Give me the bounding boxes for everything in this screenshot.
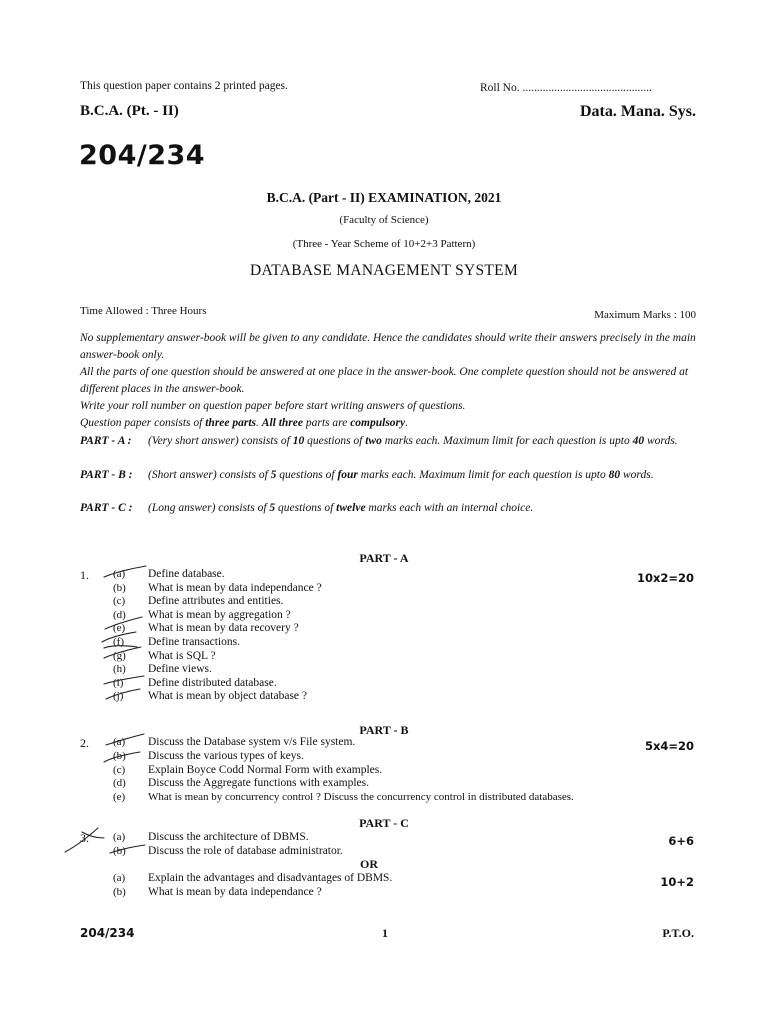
scheme: (Three - Year Scheme of 10+2+3 Pattern) [292, 238, 476, 250]
item-letter: (f) [113, 636, 124, 648]
item-letter: (d) [113, 777, 126, 789]
question-number-3: 3. [80, 831, 89, 845]
subject-title: DATABASE MANAGEMENT SYSTEM [249, 262, 519, 279]
subject-short: Data. Mana. Sys. [579, 103, 696, 120]
part-c-heading: PART - C [359, 816, 409, 830]
question-item: What is mean by data recovery ? [148, 622, 299, 634]
instruction-one-place: All the parts of one question should be answered at one place in the answer-book. One complete question should not be answered at different places in the answer-book. [80, 366, 689, 395]
item-letter: (h) [113, 663, 126, 675]
exam-title: B.C.A. (Part - II) EXAMINATION, 2021 [266, 190, 502, 205]
part-c-marks-1: 6+6 [668, 834, 694, 848]
item-letter: (a) [113, 736, 126, 748]
or-separator: OR [360, 857, 378, 871]
paper-code: 204/234 [79, 140, 206, 171]
maximum-marks: Maximum Marks : 100 [594, 309, 696, 321]
question-item: What is mean by concurrency control ? Discuss the concurrency control in distributed databases. [148, 791, 574, 803]
question-item: Define views. [148, 663, 212, 675]
item-letter: (c) [113, 595, 126, 607]
question-item: What is mean by data independance ? [148, 582, 322, 594]
question-item: What is mean by aggregation ? [148, 609, 291, 621]
item-letter: (b) [113, 582, 126, 594]
instruction-part-b: PART - B : (Short answer) consists of 5 questions of four marks each. Maximum limit for each question is upto 80 words. [80, 469, 654, 481]
instruction-roll-number: Write your roll number on question paper before start writing answers of questions. [80, 400, 466, 412]
item-letter: (a) [113, 568, 126, 580]
item-letter: (b) [113, 845, 126, 857]
part-b-marks: 5x4=20 [644, 739, 694, 753]
instruction-supplementary: No supplementary answer-book will be given to any candidate. Hence the candidates should write their answers precisely in the main answer-book only. [80, 332, 696, 361]
question-item: Explain Boyce Codd Normal Form with examples. [148, 764, 383, 776]
time-allowed: Time Allowed : Three Hours [80, 305, 207, 317]
question-item: What is SQL ? [148, 650, 216, 662]
question-item: Define database. [148, 568, 225, 580]
question-item: Discuss the Database system v/s File system. [148, 736, 356, 748]
question-item: Discuss the Aggregate functions with examples. [148, 777, 370, 789]
instruction-part-c: PART - C : (Long answer) consists of 5 questions of twelve marks each with an internal choice. [80, 502, 534, 514]
item-letter: (b) [113, 886, 126, 898]
item-letter: (e) [113, 622, 126, 634]
question-number-1: 1. [80, 568, 89, 582]
question-item: Discuss the architecture of DBMS. [148, 831, 309, 843]
question-item: What is mean by data independance ? [148, 886, 322, 898]
question-item: Discuss the role of database administrator. [148, 845, 343, 857]
item-letter: (b) [113, 750, 126, 762]
part-a-heading: PART - A [359, 551, 409, 565]
item-letter: (a) [113, 872, 126, 884]
item-letter: (e) [113, 791, 126, 803]
question-item: Define attributes and entities. [148, 595, 284, 607]
question-number-2: 2. [80, 736, 89, 750]
part-c-marks-2: 10+2 [660, 875, 694, 889]
item-letter: (a) [113, 831, 126, 843]
roll-number-field: Roll No. ............................................. [480, 82, 652, 94]
question-item: What is mean by object database ? [148, 690, 308, 702]
footer-paper-code: 204/234 [80, 926, 135, 940]
part-b-heading: PART - B [359, 723, 409, 737]
faculty: (Faculty of Science) [339, 214, 429, 226]
course-name: B.C.A. (Pt. - II) [80, 103, 179, 119]
instruction-part-a: PART - A : (Very short answer) consists of 10 questions of two marks each. Maximum limit for each question is upto 40 words. [80, 435, 678, 447]
item-letter: (d) [113, 609, 126, 621]
question-item: Define transactions. [148, 636, 240, 648]
page-number: 1 [382, 926, 388, 940]
pto-label: P.T.O. [662, 926, 694, 940]
question-item: Discuss the various types of keys. [148, 750, 304, 762]
question-item: Explain the advantages and disadvantages of DBMS. [148, 872, 393, 884]
item-letter: (g) [113, 650, 126, 662]
item-letter: (i) [113, 677, 124, 689]
question-item: Define distributed database. [148, 677, 277, 689]
item-letter: (j) [113, 690, 124, 702]
item-letter: (c) [113, 764, 126, 776]
part-a-marks: 10x2=20 [636, 571, 694, 585]
instruction-parts: Question paper consists of three parts. All three parts are compulsory. [80, 417, 409, 429]
pages-note: This question paper contains 2 printed pages. [80, 80, 288, 92]
